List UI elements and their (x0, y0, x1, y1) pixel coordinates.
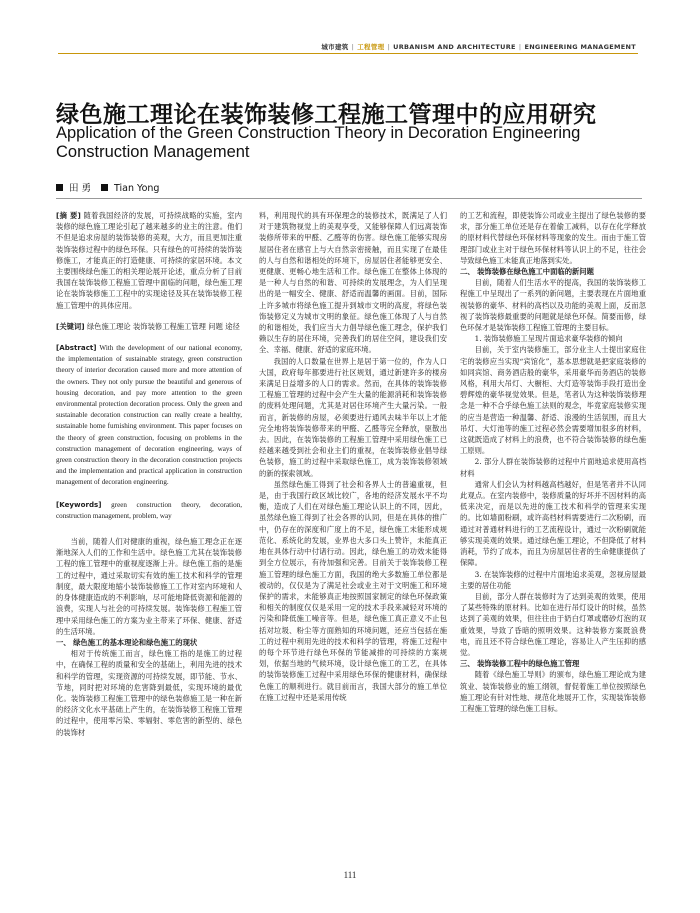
col2-paragraph-3: 虽然绿色施工得到了社会和各界人士的普遍重视，但是，由于我国行政区域比较广，各地的经济发展水平不均衡，造成了人们在对绿色施工理论认识上的不同，因此，虽然绿色施工得到了社会各界的认同，但是在具体的推广中，仍存在的深度和广度上的不足，绿色施工未能形成规范化、系统化的发展，业界也大多口头上赞许，未能真正地在具体行动中付诸行动。因此，绿色施工的功效未能得到全方位展示，有待加强和完善。目前关于装饰装修工程施工管理的绿色施工方面，我国的绝大多数施工单位都是被动的，仅仅是为了满足社会或业主对于文明施工和环境保护的需求，未能够真正地按照国家制定的绿色环保政策和相关的制度仅仅是采用一定的技术手段来减轻对环境的污染和降低施工噪音等。但是，绿色施工真正意义不止包括对垃圾、粉尘等方面熟知的环境问题，还应当包括在施工的过程中利用先进的技术和科学的管理，将施工过程中的每个环节进行绿色环保的节能减排的可持续的方案规划，依据当地的气候环境，设计绿色施工的工艺，在具体的装饰装修施工过程中采用绿色环保的健康材料，确保绿色施工的顺利进行。就目前而言，我国大部分的施工单位在施工过程中还是采用传统 (259, 479, 447, 702)
author-name-en: Tian Yong (114, 183, 160, 194)
section-2-paragraph: 目前，随着人们生活水平的提高，我国的装饰装修工程施工中呈现出了一系列的新问题，主要表现在片面地重视装修的豪华、材料的高档以及功能的美观上面，反而忽视了装饰装修最重要的问题就是绿色环保。简要而修，绿色环保才是装饰装修工程施工管理的主要目标。 (460, 278, 646, 333)
author-line (56, 180, 159, 194)
item-2-title: 2. 部分人群在装饰装修的过程中片面地追求使用高档材料 (460, 457, 646, 478)
keywords-zh-label: [关键词] (56, 321, 85, 331)
section-heading-2: 二、 装饰装修在绿色施工中面临的新问题 (460, 267, 594, 277)
abstract-zh (56, 210, 242, 311)
col2-paragraph-1: 料，利用现代的具有环保理念的装修技术，既满足了人们对于建筑物视觉上的美观享受，又能够保障人们远离装饰装修所带来的甲醛、乙醛等的伤害。绿色施工能够实现房屋居住者在感官上与大自然亲密接触，而且实现了在最佳的人与自然和谐相处的环境下，房屋居住者能够更安全、更健康、更畅心地生活和工作。绿色施工在整体上体现的是一种人与自然的和谐、可持续的发展理念，为人们呈现出的是一幅安全、健康、舒适而温馨的画面。目前，国际上许多城市将绿色施工提升到城市文明的高度，将绿色装饰装修定义为城市文明的象征。绿色施工体现了人与自然的和谐相处，我们应当大力倡导绿色施工理念，保护我们赖以生存的居住环境，完善我们的居住空间，建设我们安全、幸福、健康、舒适的家庭环境。 (259, 211, 447, 355)
abstract-zh-label: [摘 要] (56, 211, 81, 220)
page-number: 111 (343, 870, 357, 880)
header-divider (58, 53, 638, 54)
keywords-en-text: green construction theory, decoration, construction management, problem, way (56, 500, 242, 520)
section-heading-3: 三、 装饰装修工程中的绿色施工管理 (460, 659, 580, 669)
keywords-en (56, 499, 242, 522)
title-english: Application of the Green Construction Theory in Decoration Engineering Construction Management (56, 124, 581, 161)
author-name-zh: 田 勇 (69, 183, 92, 194)
square-bullet-icon (101, 184, 108, 191)
title-chinese: 绿色施工理论在装饰装修工程施工管理中的应用研究 (56, 102, 597, 128)
intro-paragraph: 当前，随着人们对健康的重视，绿色施工理念正在逐渐地深入人们的工作和生活中。绿色施工尤其在装饰装修工程的施工管理中的重视度逐渐上升。绿色施工指的是施工的过程中，通过采取切实有效的施工技术和科学的管理制度，最大限度地缩小装饰装修施工工作对室内环境和人的身体健康造成的不利影响，尽可能地降低资源和能源的浪费，实现人与社会的可持续发展。装饰装修工程施工管理中采用绿色施工的方案为业主带来了环保、健康、舒适的生活环境。 (56, 537, 242, 636)
running-header: 城市建筑 | 工程管理 | URBANISM AND ARCHITECTURE | ENGINEERING MANAGEMENT (321, 43, 636, 51)
title-divider (56, 198, 642, 199)
abstract-zh-text: 随着我国经济的发展，可持续战略的实施，室内装修的绿色施工理论引起了越来越多的业主的注意。他们不但是追求房屋的装饰装修的美观，大方，而且更加注重装饰装修过程中的绿色环保。只有绿色的可持续的装饰装修施工，才能真正的打造健康、可持续的家居环境。本文主要围绕绿色施工的相关理论展开论述，重点分析了目前我国在装饰装修工程施工管理中面临的问题，绿色施工理论在装饰装修施工工程中的实现途径及其在装饰装修工程施工管理中的具体应用。 (56, 211, 243, 310)
section-1-paragraph: 相对于传统施工而言，绿色施工指的是施工的过程中，在确保工程的质量和安全的基础上，利用先进的技术和科学的管理，实现资源的可持续发展，即节能、节水、节地，同时把对环境的危害降到最低，实现环境的最优化。装饰装修工程施工管理中的绿色装修施工是一种在新的经济文化水平基础上产生的，在装饰装修工程施工管理的过程中，使用零污染、零辐射、零危害的新型的、绿色的装饰材 (56, 649, 242, 737)
item-3-paragraph: 目前，部分人群在装修时为了达到美观的效果，使用了某些特殊的原材料。比如在进行吊灯设计的时候，虽然达到了美观的效果，但往往由于奶白灯罩或磨砂灯泡的双重效果，导致了昏暗的照明效果。这种装修方案既浪费电，而且还不符合绿色施工理论，容易让人产生压抑的感觉。 (460, 591, 646, 657)
abstract-en-text: With the development of our national economy, the implementation of sustainable strategy, green construction theory of interior decoration caused more and more attention of the owners. They not only pursue the beautiful and generous of housing decoration, and pay more attention to the green environmental protection decoration process. Only the green and sustainable decoration construction can really create a healthy, sustainable home furnishing environment. This paper focuses on the theory of green construction, focusing on problems in the construction management of decoration engineering, ways of green construction theory in the decoration construction projects and the implementation and practical application in construction management of decoration engineering. (56, 344, 242, 487)
keywords-zh-text: 绿色施工理论 装饰装修工程施工管理 问题 途径 (86, 321, 240, 331)
keywords-zh (56, 321, 242, 332)
keywords-en-label: [Keywords] (56, 499, 102, 509)
header-section-c: URBANISM AND ARCHITECTURE (393, 43, 516, 51)
abstract-en (56, 342, 242, 489)
square-bullet-icon (56, 184, 63, 191)
column-2 (259, 210, 447, 703)
header-section-b: 工程管理 (357, 43, 385, 51)
item-3-title: 3. 在装饰装修的过程中片面地追求美观，忽视房屋最主要的居住功能 (460, 569, 646, 590)
col3-paragraph-1: 的工艺和流程，即使装饰公司或业主提出了绿色装修的要求，部分施工单位还是存在着偷工减料，以存在化学释放的原材料代替绿色环保材料等现象的发生。而由于施工管理部门或业主对于绿色环保材料等认识上的不足，往往会导致绿色施工未能真正地落到实处。 (460, 211, 646, 265)
header-section-a: 城市建筑 (321, 43, 349, 51)
header-section-d: ENGINEERING MANAGEMENT (524, 43, 636, 51)
section-heading-1: 一、 绿色施工的基本理论和绿色施工的现状 (56, 637, 198, 647)
item-1-paragraph: 目前，关于室内装修施工，部分业主人士提出家庭住宅的装修应当实现“宾馆化”，基本思想就是把家庭装修的如同宾馆、商务酒店般的豪华，采用豪华而务酒店的装修风格，利用大吊灯、大橱柜、大灯造等装饰手段打造出金碧辉煌的豪华视觉效果。但是，笔者认为这种装饰装修理念是一种不合乎绿色施工法则的观念，毕竟家庭装修实现的应当是营造一种温馨、舒适、浪漫的生活氛围，而且大吊灯、大灯池等的施工过程必然会需要增加很多的材料，这就既造成了材料上的浪费，也不符合装饰装修的绿色施工原则。 (460, 345, 646, 456)
item-2-paragraph: 通常人们会认为材料越高档越好，但是笔者并不认同此观点。在室内装修中，装修质量的好坏并不因材料的高低来决定，而是以先进的施工技术和科学的管理来实现的。比如墙面粉刷，或许高档材料需要进行二次粉刷，而通过对普通材料进行的工艺流程设计，通过一次粉刷就能够实现美观的效果。通过绿色施工理论，不但降低了材料消耗，节约了成本，而且为房屋居住者的生命健康提供了保障。 (460, 479, 646, 568)
section-3-paragraph: 随着《绿色施工导则》的颁布，绿色施工理论成为建筑业、装饰装修业的施工纲领，督促着施工单位按照绿色施工理论有针对性地、规范化地展开工作，实现装饰装修工程施工管理的绿色施工目标。 (460, 670, 646, 713)
column-3 (460, 210, 646, 714)
col2-paragraph-2: 我国的人口数量在世界上是居于第一位的，作为人口大国，政府每年都要进行社区规划，通过新建许多的楼房来满足日益增多的人口的需求。然而，在具体的装饰装修工程施工管理的过程中会产生大量的能源消耗和装饰装修的废料处理问题，尤其是对居住环境产生大量污染。一般而言，新装修的房屋，必须要进行通风去味半年以上才能完全地将装饰装修带来的甲醛、乙醛等完全释放，驱散出去。因此，在装饰装修的工程施工管理中采用绿色施工已经越来越受到社会和业主们的重视，在装饰装修业倡导绿色装修，施工的过程中采取绿色施工，成为装饰装修领域的新的探索领域。 (259, 356, 447, 478)
abstract-en-label: [Abstract] (56, 343, 97, 353)
item-1-title: 1. 装饰装修施工呈现片面追求豪华装修的倾向 (474, 334, 623, 344)
column-1 (56, 210, 242, 738)
